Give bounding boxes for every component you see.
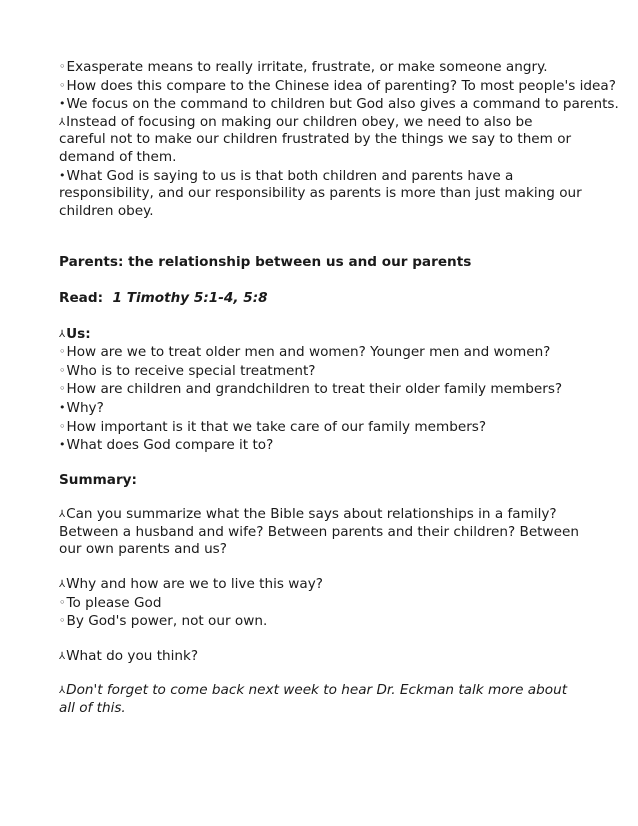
- list-item-text: By God's power, not our own.: [66, 613, 268, 630]
- us-heading-line: [59, 326, 582, 344]
- scripture-reference: 1 Timothy 5:1-4, 5:8: [112, 289, 268, 306]
- list-item: [59, 114, 582, 167]
- list-item-text: What does God compare it to?: [66, 437, 274, 454]
- read-label: Read:: [59, 289, 104, 306]
- list-item-text: We focus on the command to children but God also gives a command to parents.: [66, 96, 619, 113]
- list-item: [59, 380, 582, 399]
- list-item: [59, 58, 582, 77]
- list-item: [59, 362, 582, 381]
- arrow-bullet-icon: ⅄: [59, 579, 66, 591]
- summary-heading: Summary:: [59, 471, 137, 488]
- hollow-bullet-icon: ◦: [59, 595, 66, 609]
- why-how-question: [59, 576, 582, 594]
- us-section: [59, 326, 582, 455]
- solid-bullet-icon: •: [59, 168, 66, 182]
- summary-question-text: Can you summarize what the Bible says about relationships in a family? Between a husband and wife? Between parents and their children? Between our own parents and us?: [59, 506, 579, 558]
- hollow-bullet-icon: ◦: [59, 60, 66, 73]
- why-how-text: Why and how are we to live this way?: [66, 576, 323, 593]
- list-item-text: How are we to treat older men and women? Younger men and women?: [66, 344, 551, 361]
- list-item: [59, 343, 582, 362]
- list-item-text: How important is it that we take care of our family members?: [66, 418, 487, 435]
- list-item: [59, 612, 582, 631]
- hollow-bullet-icon: ◦: [59, 345, 66, 359]
- list-item: [59, 436, 582, 455]
- arrow-bullet-icon: ⅄: [59, 116, 66, 128]
- closing-text: Don't forget to come back next week to hear Dr. Eckman talk more about all of this.: [59, 682, 568, 717]
- list-item: [59, 95, 619, 114]
- closing-note: [59, 682, 582, 717]
- list-item-text: Exasperate means to really irritate, frustrate, or make someone angry.: [66, 59, 548, 75]
- arrow-bullet-icon: ⅄: [59, 328, 66, 340]
- hollow-bullet-icon: ◦: [59, 419, 66, 433]
- list-item-text: To please God: [66, 594, 162, 611]
- read-line: [59, 290, 582, 308]
- hollow-bullet-icon: ◦: [59, 382, 66, 396]
- think-text: What do you think?: [66, 647, 199, 664]
- list-item: [59, 77, 616, 96]
- summary-question: [59, 506, 582, 559]
- list-item-text: Why?: [66, 399, 104, 416]
- think-question: [59, 648, 582, 666]
- list-item: [59, 399, 582, 418]
- list-item-text: How are children and grandchildren to treat their older family members?: [66, 381, 563, 398]
- hollow-bullet-icon: ◦: [59, 614, 66, 628]
- us-heading: Us:: [66, 325, 91, 342]
- section-heading: Parents: the relationship between us and our parents: [59, 254, 472, 271]
- list-item: [59, 594, 582, 613]
- list-item-text: How does this compare to the Chinese idea of parenting? To most people's idea?: [66, 77, 616, 94]
- hollow-bullet-icon: ◦: [59, 78, 66, 92]
- list-item-text: Instead of focusing on making our children obey, we need to also be careful not to make our children frustrated by the things we say to them or demand of them.: [59, 113, 572, 165]
- arrow-bullet-icon: ⅄: [59, 509, 66, 521]
- solid-bullet-icon: •: [59, 97, 66, 111]
- intro-list: [59, 58, 619, 220]
- list-item-text: What God is saying to us is that both children and parents have a responsibility, and our responsibility as parents is more than just making our children obey.: [59, 167, 582, 219]
- list-item: [59, 418, 582, 437]
- solid-bullet-icon: •: [59, 438, 66, 452]
- arrow-bullet-icon: ⅄: [59, 650, 66, 662]
- hollow-bullet-icon: ◦: [59, 363, 66, 377]
- list-item: [59, 167, 582, 221]
- solid-bullet-icon: •: [59, 400, 66, 414]
- list-item-text: Who is to receive special treatment?: [66, 362, 316, 379]
- arrow-bullet-icon: ⅄: [59, 685, 66, 697]
